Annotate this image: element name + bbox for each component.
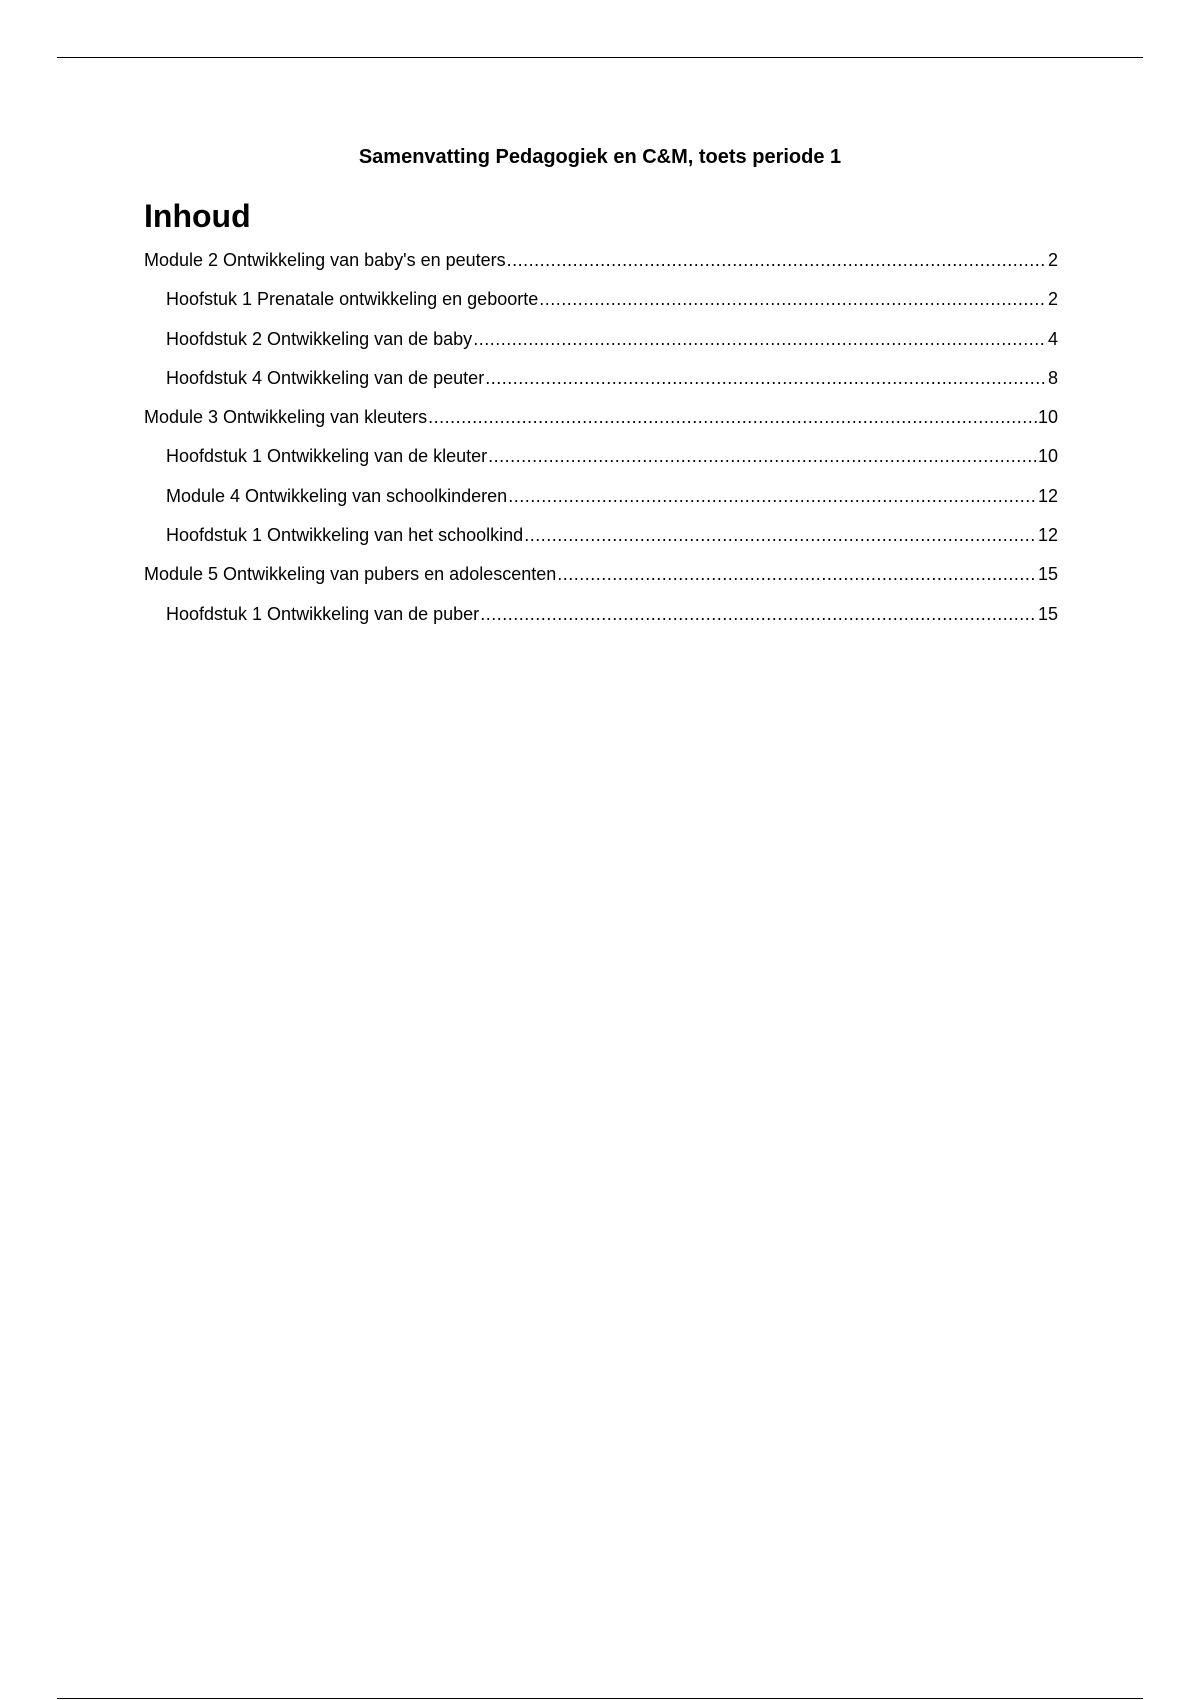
toc-entry-title: Module 3 Ontwikkeling van kleuters bbox=[144, 407, 428, 428]
toc-entry-title: Hoofdstuk 1 Ontwikkeling van het schoolkind bbox=[166, 525, 524, 546]
toc-entry-title: Hoofdstuk 2 Ontwikkeling van de baby bbox=[166, 328, 473, 349]
footer-rule bbox=[57, 1698, 1143, 1699]
toc-heading: Inhoud bbox=[144, 198, 251, 234]
toc-entry[interactable] bbox=[144, 366, 1058, 405]
toc-dot-leader bbox=[539, 287, 1047, 311]
toc-entry-page: 15 bbox=[1037, 603, 1058, 624]
toc-entry-page: 4 bbox=[1047, 328, 1058, 349]
toc-entry-page: 15 bbox=[1037, 564, 1058, 585]
table-of-contents bbox=[144, 248, 1058, 641]
header-rule bbox=[57, 57, 1143, 58]
toc-dot-leader bbox=[507, 248, 1047, 272]
toc-entry-title: Module 4 Ontwikkeling van schoolkinderen bbox=[166, 485, 508, 506]
toc-entry[interactable] bbox=[144, 248, 1058, 287]
toc-dot-leader bbox=[428, 405, 1037, 429]
toc-entry[interactable] bbox=[144, 444, 1058, 483]
toc-entry[interactable] bbox=[144, 562, 1058, 601]
toc-entry-page: 2 bbox=[1047, 250, 1058, 270]
toc-dot-leader bbox=[524, 523, 1037, 547]
toc-dot-leader bbox=[473, 327, 1047, 351]
toc-entry-title: Hoofdstuk 1 Ontwikkeling van de puber bbox=[166, 603, 480, 624]
toc-entry-page: 10 bbox=[1037, 446, 1058, 467]
toc-entry-title: Hoofstuk 1 Prenatale ontwikkeling en geboorte bbox=[166, 289, 539, 310]
toc-dot-leader bbox=[488, 444, 1037, 468]
toc-entry[interactable] bbox=[144, 287, 1058, 326]
toc-entry-title: Module 2 Ontwikkeling van baby's en peuters bbox=[144, 250, 506, 270]
toc-entry-page: 8 bbox=[1047, 367, 1058, 388]
toc-entry-title: Hoofdstuk 1 Ontwikkeling van de kleuter bbox=[166, 446, 488, 467]
toc-entry-title: Hoofdstuk 4 Ontwikkeling van de peuter bbox=[166, 367, 485, 388]
document-title: Samenvatting Pedagogiek en C&M, toets periode 1 bbox=[358, 146, 842, 168]
toc-entry[interactable] bbox=[144, 484, 1058, 523]
toc-entry[interactable] bbox=[144, 405, 1058, 444]
toc-entry-page: 12 bbox=[1037, 525, 1058, 546]
toc-entry-title: Module 5 Ontwikkeling van pubers en adolescenten bbox=[144, 564, 557, 585]
toc-dot-leader bbox=[485, 366, 1047, 390]
toc-dot-leader bbox=[508, 484, 1037, 508]
toc-entry-page: 2 bbox=[1047, 289, 1058, 310]
toc-entry[interactable] bbox=[144, 327, 1058, 366]
toc-entry-page: 10 bbox=[1037, 407, 1058, 428]
toc-entry[interactable] bbox=[144, 523, 1058, 562]
toc-dot-leader bbox=[480, 602, 1037, 626]
toc-entry-page: 12 bbox=[1037, 485, 1058, 506]
toc-dot-leader bbox=[557, 562, 1037, 586]
toc-entry[interactable] bbox=[144, 602, 1058, 641]
